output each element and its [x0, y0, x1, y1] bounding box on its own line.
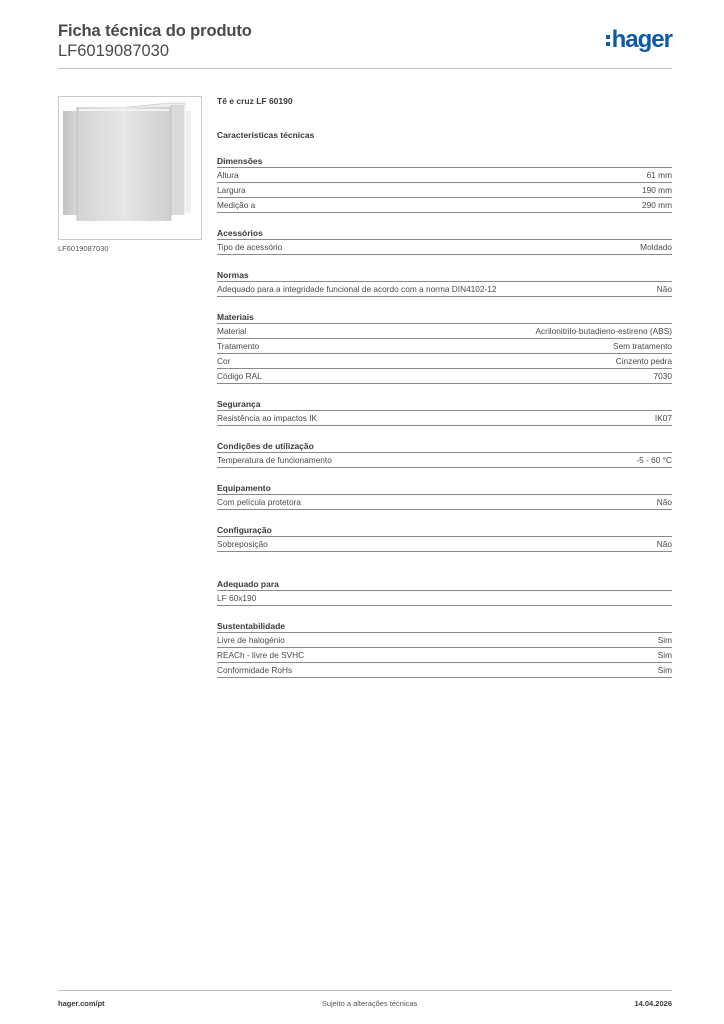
- hager-logo: [606, 27, 672, 53]
- spec-label: Medição a: [217, 200, 256, 210]
- spec-value: Não: [656, 539, 672, 549]
- technical-content: [217, 96, 672, 678]
- spec-section: [217, 156, 672, 213]
- spec-label: Com película protetora: [217, 497, 301, 507]
- section-title: Acessórios: [217, 228, 672, 240]
- spec-row: [217, 495, 672, 510]
- spec-value: 290 mm: [642, 200, 672, 210]
- spec-section: [217, 483, 672, 510]
- spec-row: [217, 183, 672, 198]
- footer-date: 14.04.2026: [634, 999, 672, 1008]
- spec-label: Temperatura de funcionamento: [217, 455, 332, 465]
- document-title: Ficha técnica do produto: [58, 22, 252, 40]
- section-title: Adequado para: [217, 579, 672, 591]
- spec-label: Código RAL: [217, 371, 262, 381]
- spec-value: Não: [656, 497, 672, 507]
- spec-value: Cinzento pedra: [615, 356, 672, 366]
- spec-label: Resistência ao impactos IK: [217, 413, 318, 423]
- section-title: Condições de utilização: [217, 441, 672, 453]
- spec-value: Sim: [657, 665, 672, 675]
- spec-value: 61 mm: [646, 170, 672, 180]
- spec-label: REACh - livre de SVHC: [217, 650, 305, 660]
- spec-label: Adequado para a integridade funcional de acordo com a norma DIN4102-12: [217, 284, 497, 294]
- image-caption: LF6019087030: [58, 244, 109, 253]
- logo-dots-icon: [606, 35, 610, 46]
- spec-row: [217, 591, 672, 606]
- spec-label: Material: [217, 326, 247, 336]
- spec-section: [217, 399, 672, 426]
- spec-value: Não: [656, 284, 672, 294]
- spec-row: [217, 453, 672, 468]
- spec-label: Tipo de acessório: [217, 242, 283, 252]
- page-footer: [58, 990, 672, 1008]
- spec-section: [217, 621, 672, 678]
- spec-label: Sobreposição: [217, 539, 268, 549]
- spec-value: -5 - 60 °C: [636, 455, 672, 465]
- spec-section: [217, 312, 672, 384]
- spec-label: Conformidade RoHs: [217, 665, 293, 675]
- spec-section: [217, 525, 672, 552]
- spec-sections: [217, 156, 672, 678]
- section-title: Equipamento: [217, 483, 672, 495]
- tee-cross-product-icon: [59, 97, 201, 239]
- section-title: Dimensões: [217, 156, 672, 168]
- spec-label: LF 60x190: [217, 593, 257, 603]
- spec-row: [217, 648, 672, 663]
- spec-value: Sim: [657, 635, 672, 645]
- spec-label: Largura: [217, 185, 246, 195]
- spec-label: Cor: [217, 356, 231, 366]
- spec-row: [217, 198, 672, 213]
- section-title: Normas: [217, 270, 672, 282]
- section-title: Segurança: [217, 399, 672, 411]
- logo-text: hager: [611, 26, 672, 53]
- spec-label: Altura: [217, 170, 239, 180]
- section-title: Materiais: [217, 312, 672, 324]
- spec-value: Sem tratamento: [612, 341, 672, 351]
- spec-row: [217, 633, 672, 648]
- spec-value: 190 mm: [642, 185, 672, 195]
- technical-characteristics-title: Características técnicas: [217, 130, 315, 140]
- spec-label: Livre de halogénio: [217, 635, 285, 645]
- spec-value: Acrilonitrilo-butadieno-estireno (ABS): [535, 326, 672, 336]
- spec-section: [217, 270, 672, 297]
- page-header: [58, 21, 672, 69]
- spec-row: [217, 324, 672, 339]
- spec-row: [217, 240, 672, 255]
- spec-row: [217, 168, 672, 183]
- spec-row: [217, 354, 672, 369]
- spec-row: [217, 369, 672, 384]
- spec-row: [217, 339, 672, 354]
- spec-value: Sim: [657, 650, 672, 660]
- section-title: Sustentabilidade: [217, 621, 672, 633]
- product-code: LF6019087030: [58, 42, 170, 60]
- spec-section: [217, 228, 672, 255]
- spec-label: Tratamento: [217, 341, 260, 351]
- footer-note: Sujeito a alterações técnicas: [321, 999, 418, 1008]
- spec-section: [217, 579, 672, 606]
- product-name: Tê e cruz LF 60190: [217, 96, 293, 106]
- spec-value: 7030: [653, 371, 672, 381]
- spec-row: [217, 537, 672, 552]
- spec-value: IK07: [654, 413, 672, 423]
- footer-url[interactable]: hager.com/pt: [58, 999, 105, 1008]
- section-title: Configuração: [217, 525, 672, 537]
- spec-row: [217, 411, 672, 426]
- spec-row: [217, 282, 672, 297]
- spec-value: Moldado: [640, 242, 672, 252]
- spec-section: [217, 441, 672, 468]
- spec-row: [217, 663, 672, 678]
- product-image: [58, 96, 202, 240]
